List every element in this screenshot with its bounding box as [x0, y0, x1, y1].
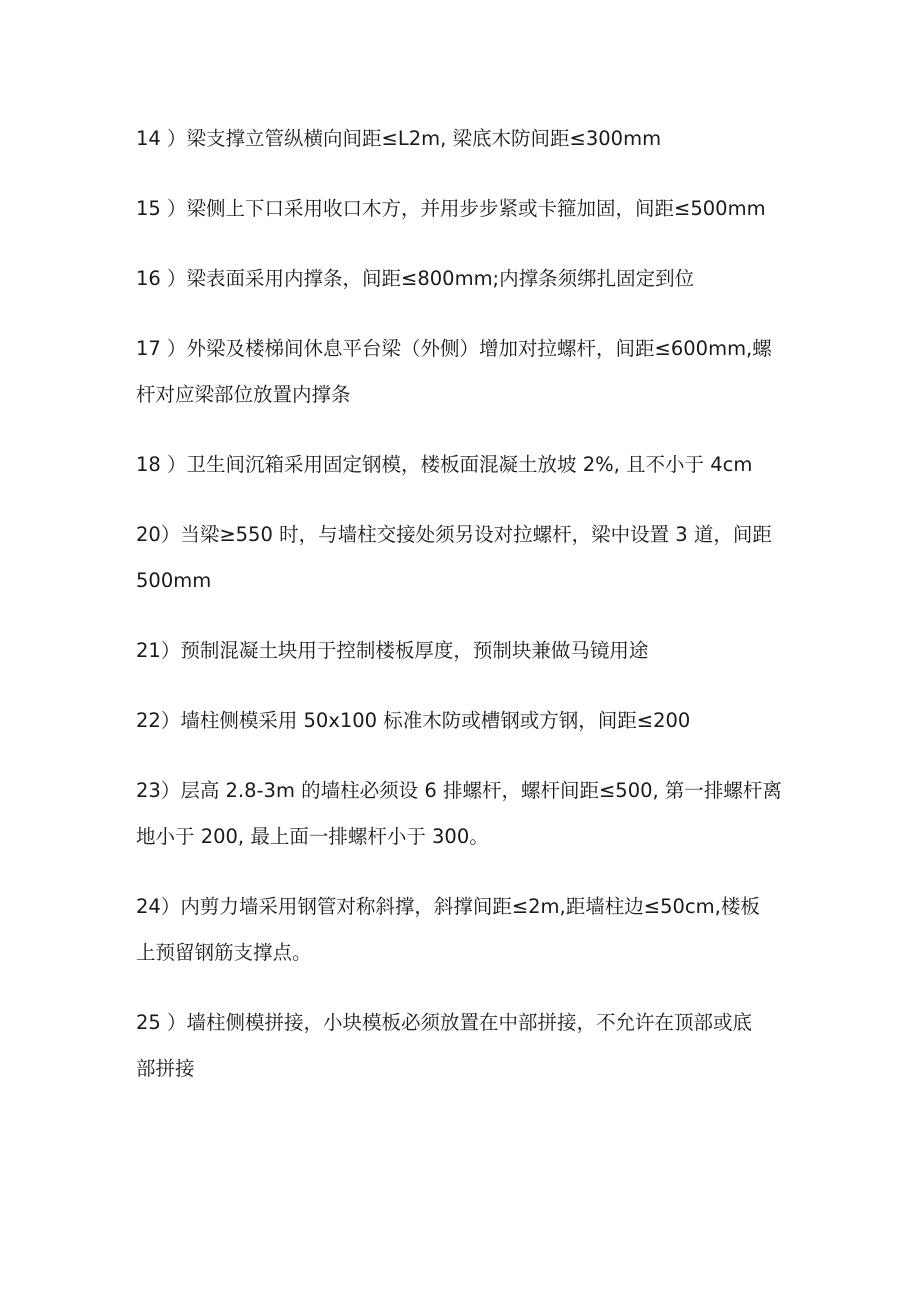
paragraph-item-18: [136, 442, 796, 488]
paragraph-line: 25 ）墙柱侧模拼接，小块模板必须放置在中部拼接，不允许在顶部或底: [136, 1011, 753, 1034]
paragraph-item-24: [136, 884, 796, 976]
paragraph-line: 500mm: [136, 569, 212, 592]
paragraph-line: 22）墙柱侧模采用 50x100 标准木防或槽钢或方钢，间距≤200: [136, 709, 691, 732]
paragraph-item-21: [136, 628, 796, 674]
paragraph-line: 23）层高 2.8-3m 的墙柱必须设 6 排螺杆，螺杆间距≤500, 第一排螺杆离: [136, 779, 782, 802]
paragraph-line: 上预留钢筋支撑点。: [136, 941, 312, 964]
paragraph-item-17: [136, 326, 796, 418]
paragraph-item-22: [136, 698, 796, 744]
paragraph-item-15: [136, 186, 796, 232]
paragraph-line: 17 ）外梁及楼梯间休息平台梁（外侧）增加对拉螺杆，间距≤600mm,螺: [136, 337, 772, 360]
paragraph-line: 15 ）梁侧上下口采用收口木方，并用步步紧或卡箍加固，间距≤500mm: [136, 197, 766, 220]
paragraph-item-14: [136, 116, 796, 162]
paragraph-line: 14 ）梁支撑立管纵横向间距≤L2m, 梁底木防间距≤300mm: [136, 127, 662, 150]
paragraph-item-16: [136, 256, 796, 302]
paragraph-line: 部拼接: [136, 1057, 195, 1080]
paragraph-item-23: [136, 768, 796, 860]
paragraph-line: 地小于 200, 最上面一排螺杆小于 300。: [136, 825, 489, 848]
paragraph-item-25: [136, 1000, 796, 1092]
paragraph-line: 21）预制混凝土块用于控制楼板厚度，预制块兼做马镜用途: [136, 639, 649, 662]
paragraph-line: 18 ）卫生间沉箱采用固定钢模，楼板面混凝土放坡 2%, 且不小于 4cm: [136, 453, 753, 476]
paragraph-line: 杆对应梁部位放置内撑条: [136, 383, 351, 406]
paragraph-item-20: [136, 512, 796, 604]
paragraph-line: 16 ）梁表面采用内撑条，间距≤800mm;内撑条须绑扎固定到位: [136, 267, 695, 290]
paragraph-line: 24）内剪力墙采用钢管对称斜撑，斜撑间距≤2m,距墙柱边≤50cm,楼板: [136, 895, 760, 918]
document-page: [136, 116, 796, 1116]
paragraph-line: 20）当梁≥550 时，与墙柱交接处须另设对拉螺杆，梁中设置 3 道，间距: [136, 523, 772, 546]
